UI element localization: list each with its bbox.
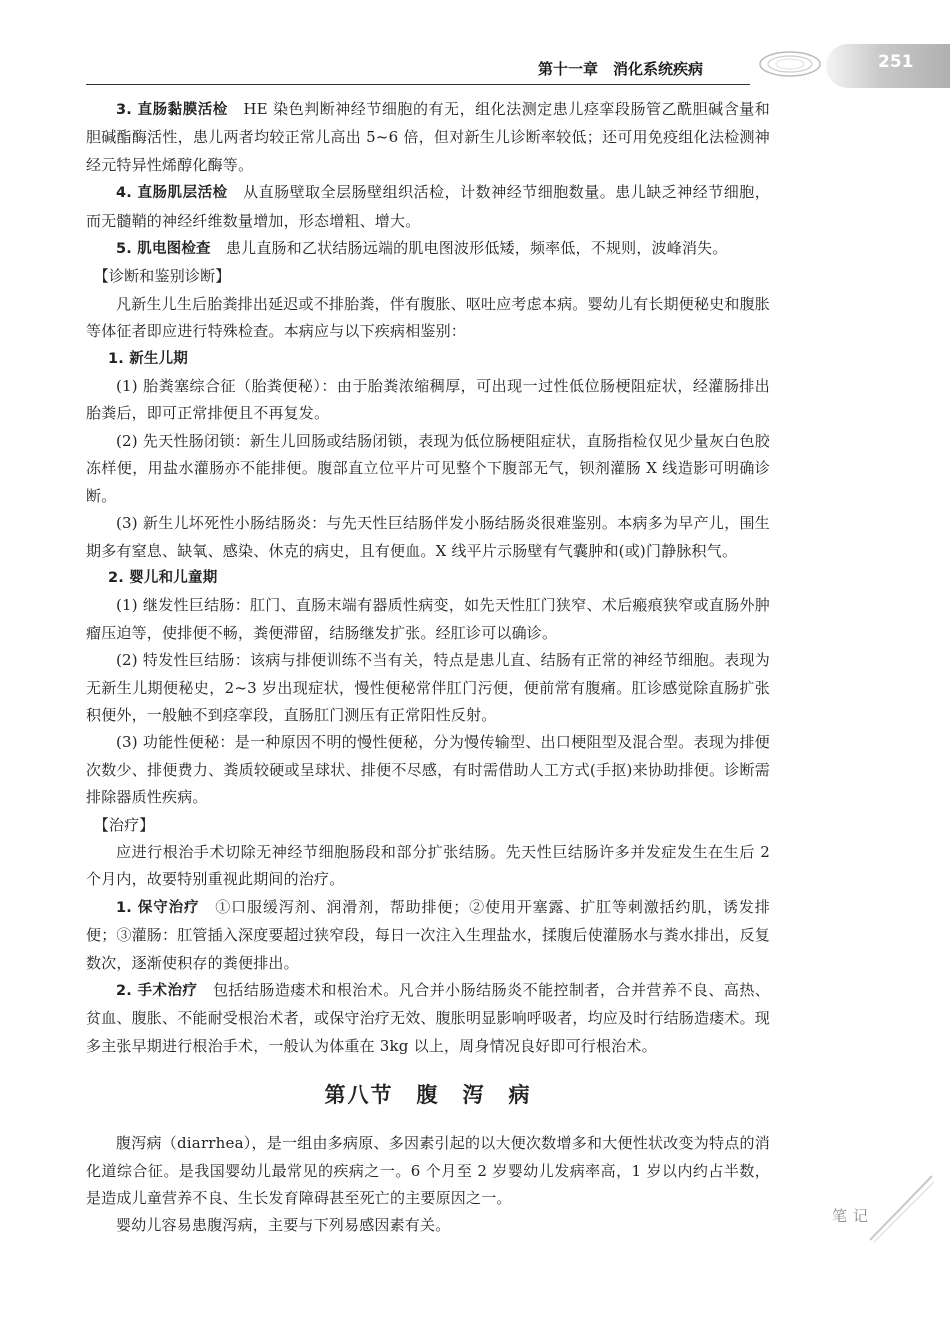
paragraph: (2) 特发性巨结肠：该病与排便训练不当有关，特点是患儿直、结肠有正常的神经节细胞。表现为无新生儿期便秘史，2~3 岁出现症状，慢性便秘常伴肛门污便，便前常有腹痛。肛诊感觉除直肠扩张积便外，一般触不到痉挛段，直肠肛门测压有正常阳性反射。 — [86, 651, 770, 724]
paragraph: (2) 先天性肠闭锁：新生儿回肠或结肠闭锁，表现为低位肠梗阻症状，直肠指检仅见少量灰白色胶冻样便，用盐水灌肠亦不能排便。腹部直立位平片可见整个下腹部无气，钡剂灌肠 X 线造影可明确诊断。 — [86, 431, 770, 505]
bracket-heading: 【治疗】 — [86, 815, 155, 834]
page-header — [0, 44, 950, 88]
paragraph-text: HE 染色判断神经节细胞的有无，组化法测定患儿痉挛段肠管乙酰胆碱含量和胆碱酯酶活性，患儿两者均较正常儿高出 5~6 倍，但对新生儿诊断率较低；还可用免疫组化法检测神经元特异性烯醇化酶等。 — [86, 100, 770, 174]
paragraph: 婴幼儿容易患腹泻病，主要与下列易感因素有关。 — [116, 1216, 451, 1235]
inline-heading: 1. 保守治疗 — [116, 899, 200, 916]
inline-heading: 2. 手术治疗 — [116, 983, 198, 999]
paragraph: (1) 继发性巨结肠：肛门、直肠末端有器质性病变，如先天性肛门狭窄、术后瘢痕狭窄或直肠外肿瘤压迫等，使排便不畅，粪便滞留，结肠继发扩张。经肛诊可以确诊。 — [86, 596, 770, 642]
subheading: 2. 婴儿和儿童期 — [93, 569, 218, 586]
paragraph: (1) 胎粪塞综合征（胎粪便秘）：由于胎粪浓缩稠厚，可出现一过性低位肠梗阻症状，经灌肠排出胎粪后，即可正常排便且不再复发。 — [86, 377, 770, 423]
paragraph-text: ①口服缓泻剂、润滑剂，帮助排便；②使用开塞露、扩肛等刺激括约肌，诱发排便；③灌肠：肛管插入深度要超过狭窄段，每日一次注入生理盐水，揉腹后使灌肠水与粪水排出，反复数次，逐渐使积存的粪便排出。 — [86, 897, 771, 972]
paragraph-text: 从直肠壁取全层肠壁组织活检，计数神经节细胞数量。患儿缺乏神经节细胞，而无髓鞘的神经纤维数量增加，形态增粗、增大。 — [86, 183, 770, 230]
section-title: 第八节 腹 泻 病 — [324, 1083, 532, 1108]
inline-heading: 3. 直肠黏膜活检 — [116, 102, 228, 118]
paragraph — [86, 894, 770, 977]
paragraph — [86, 96, 770, 179]
paragraph: 凡新生儿生后胎粪排出延迟或不排胎粪，伴有腹胀、呕吐应考虑本病。婴幼儿有长期便秘史和腹胀等体征者即应进行特殊检查。本病应与以下疾病相鉴别： — [86, 294, 770, 341]
paragraph-text: 包括结肠造瘘术和根治术。凡合并小肠结肠炎不能控制者，合并营养不良、高热、贫血、腹胀、不能耐受根治术者，或保守治疗无效、腹胀明显影响呼吸者，均应及时行结肠造瘘术。现多主张早期进行根治手术，一般认为体重在 3kg 以上，周身情况良好即可行根治术。 — [86, 981, 771, 1055]
header-rule — [86, 84, 750, 85]
swirl-ornament-icon — [752, 44, 822, 84]
paragraph: 腹泻病（diarrhea），是一组由多病原、多因素引起的以大便次数增多和大便性状改变为特点的消化道综合征。是我国婴幼儿最常见的疾病之一。6 个月至 2 岁婴幼儿发病率高，1 岁以内约占半数，是造成儿童营养不良、生长发育障碍甚至死亡的主要原因之一。 — [86, 1134, 770, 1208]
inline-heading: 4. 直肠肌层活检 — [116, 185, 228, 202]
paragraph — [86, 179, 770, 235]
page-number: 251 — [878, 52, 914, 72]
body-text — [86, 96, 770, 1240]
page-number-tab — [826, 44, 950, 88]
paragraph-text: 患儿直肠和乙状结肠远端的肌电图波形低矮，频率低，不规则，波峰消失。 — [210, 239, 728, 258]
paragraph: 应进行根治手术切除无神经节细胞肠段和部分扩张结肠。先天性巨结肠许多并发症发生在生后 2 个月内，故要特别重视此期间的治疗。 — [86, 842, 770, 889]
subheading: 1. 新生儿期 — [93, 350, 188, 367]
notes-label: 笔记 — [832, 1207, 875, 1225]
chapter-title: 第十一章 消化系统疾病 — [538, 60, 704, 78]
bracket-heading: 【诊断和鉴别诊断】 — [86, 267, 231, 286]
inline-heading: 5. 肌电图检查 — [116, 241, 211, 258]
paragraph — [86, 235, 770, 263]
paragraph: (3) 新生儿坏死性小肠结肠炎：与先天性巨结肠伴发小肠结肠炎很难鉴别。本病多为早产儿，围生期多有窒息、缺氧、感染、休克的病史，且有便血。X 线平片示肠壁有气囊肿和(或)门静脉积气。 — [86, 514, 770, 560]
paragraph: (3) 功能性便秘：是一种原因不明的慢性便秘，分为慢传输型、出口梗阻型及混合型。表现为排便次数少、排便费力、粪质较硬或呈球状、排便不尽感，有时需借助人工方式(手抠)来协助排便。诊断需排除器质性疾病。 — [86, 733, 770, 807]
paragraph — [86, 977, 770, 1060]
